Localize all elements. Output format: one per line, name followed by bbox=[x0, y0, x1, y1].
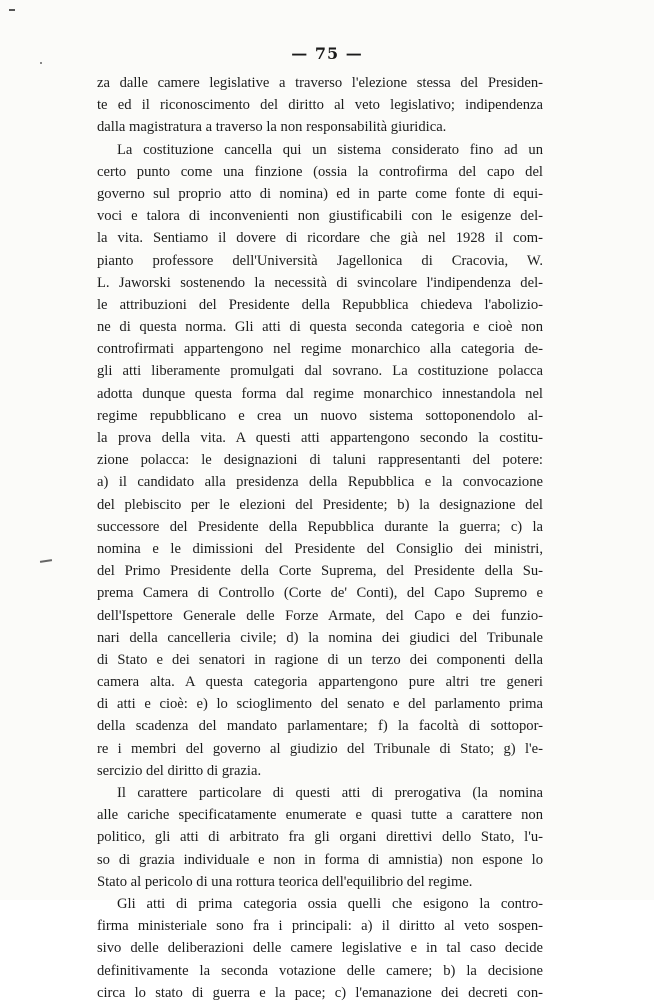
text-line: nomina e le dimissioni del Presidente del Consiglio dei ministri, bbox=[97, 540, 543, 557]
text-line: della scadenza del mandato parlamentare; f) la facoltà di sottopor- bbox=[97, 718, 543, 735]
text-line: controfirmati appartengono nel regime monarchico alla categoria de- bbox=[97, 341, 543, 358]
text-line: L. Jaworski sostenendo la necessità di svincolare l'indipendenza del- bbox=[97, 274, 543, 291]
text-line: alle cariche specificatamente enumerate e quasi tutte a carattere non bbox=[97, 807, 543, 824]
text-line: za dalle camere legislative a traverso l'elezione stessa del Presiden- bbox=[97, 75, 543, 91]
text-line: ne di questa norma. Gli atti di questa seconda categoria e cioè non bbox=[97, 319, 543, 336]
text-line: politico, gli atti di arbitrato fra gli organi direttivi dello Stato, l'u- bbox=[97, 829, 543, 846]
text-line: zione polacca: le designazioni di taluni rappresentanti del potere: bbox=[97, 452, 543, 469]
text-line: certo punto come una finzione (ossia la controfirma del capo del bbox=[97, 163, 543, 180]
text-line: firma ministeriale sono fra i principali: a) il diritto al veto sospen- bbox=[97, 918, 543, 935]
text-line: sercizio del diritto di grazia. bbox=[97, 762, 262, 779]
text-line: definitivamente la seconda votazione delle camere; b) la decisione bbox=[97, 962, 543, 979]
text-line: Il carattere particolare di questi atti di prerogativa (la nomina bbox=[117, 785, 543, 801]
text-line: regime repubblicano e crea un nuovo sistema sottoponendolo al- bbox=[97, 407, 543, 424]
text-line: governo sul proprio atto di nomina) ed in parte come fonte di equi- bbox=[97, 185, 543, 202]
text-line: te ed il riconoscimento del diritto al veto legislativo; indipendenza bbox=[97, 97, 543, 114]
text-line: di Stato e dei senatori in ragione di un terzo dei componenti della bbox=[97, 651, 543, 668]
text-line: Gli atti di prima categoria ossia quelli che esigono la contro- bbox=[117, 895, 543, 912]
text-line: prema Camera di Controllo (Corte de' Conti), del Capo Supremo e bbox=[97, 585, 543, 602]
text-line: la prova della vita. A questi atti appartengono secondo la costitu- bbox=[97, 430, 543, 446]
body-text bbox=[97, 72, 543, 1004]
text-line: dell'Ispettore Generale delle Forze Armate, del Capo e dei funzio- bbox=[97, 607, 543, 624]
text-line: camera alta. A questa categoria appartengono pure altri tre generi bbox=[97, 674, 543, 691]
text-line: a) il candidato alla presidenza della Repubblica e la convocazione bbox=[97, 474, 543, 491]
text-line: so di grazia individuale e non in forma di amnistia) non espone lo bbox=[97, 851, 543, 868]
margin-mark bbox=[40, 559, 52, 563]
text-line: La costituzione cancella qui un sistema considerato fino ad un bbox=[117, 141, 543, 158]
text-line: dalla magistratura a traverso la non responsabilità giuridica. bbox=[97, 119, 447, 136]
text-line: successore del Presidente della Repubblica durante la guerra; c) la bbox=[97, 518, 543, 535]
text-line: di atti e cioè: e) lo scioglimento del senato e del parlamento prima bbox=[97, 696, 543, 713]
text-line: Stato al pericolo di una rottura teorica dell'equilibrio del regime. bbox=[97, 873, 473, 890]
page-number: — 75 — bbox=[291, 44, 363, 63]
text-line: adotta dunque questa forma dal regime monarchico innestandola nel bbox=[97, 385, 543, 402]
text-line: le attribuzioni del Presidente della Repubblica chiedeva l'abolizio- bbox=[97, 296, 543, 313]
text-line: del Primo Presidente della Corte Suprema, del Presidente della Su- bbox=[97, 563, 543, 580]
text-line: circa lo stato di guerra e la pace; c) l'emanazione dei decreti con- bbox=[97, 984, 543, 1001]
text-line: del plebiscito per le elezioni del Presidente; b) la designazione del bbox=[97, 496, 543, 513]
text-line: pianto professore dell'Università Jagellonica di Cracovia, W. bbox=[97, 252, 543, 269]
text-line: voci e talora di inconvenienti non giustificabili con le esigenze del- bbox=[97, 208, 543, 225]
text-line: sivo delle deliberazioni delle camere legislative e in tal caso decide bbox=[97, 940, 543, 957]
text-line: nari della cancelleria civile; d) la nomina dei giudici del Tribunale bbox=[97, 629, 543, 646]
scan-mark bbox=[9, 9, 15, 11]
text-line: gli atti liberamente promulgati dal sovrano. La costituzione polacca bbox=[97, 363, 543, 380]
text-line: la vita. Sentiamo il dovere di ricordare che già nel 1928 il com- bbox=[97, 230, 543, 247]
text-line: re i membri del governo al giudizio del Tribunale di Stato; g) l'e- bbox=[97, 740, 543, 757]
